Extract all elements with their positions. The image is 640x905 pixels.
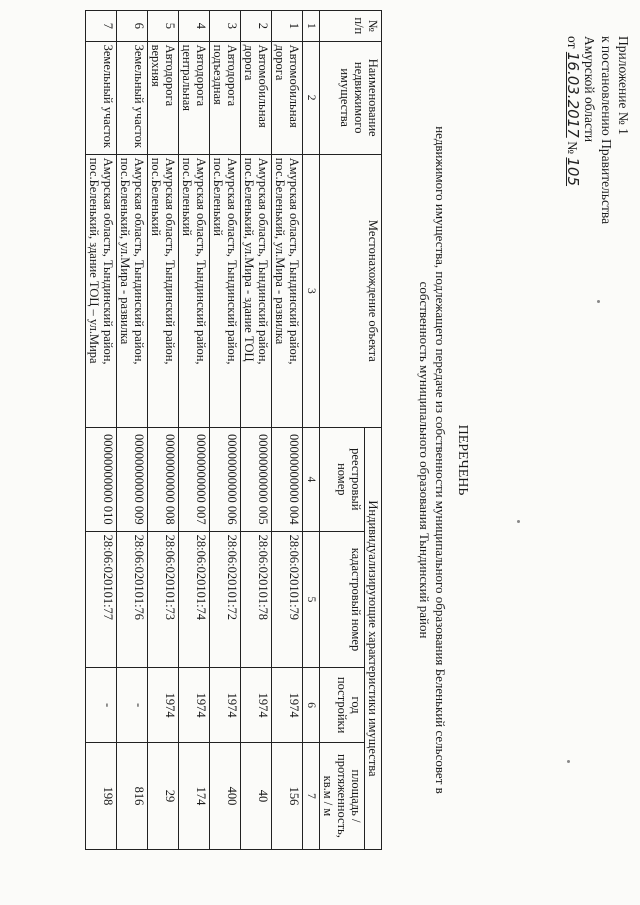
table-row: [117, 11, 148, 850]
cell-num: 6: [117, 11, 148, 42]
title-block: [416, 80, 470, 840]
header-area: площадь / протяженность, кв.м / м: [320, 742, 365, 849]
cell-name: Автодорога верхняя: [148, 41, 179, 154]
cell-registry: 00000000000 008: [148, 427, 179, 531]
cell-year: 1974: [179, 668, 210, 743]
appendix-line-3: Амурской области: [582, 36, 597, 143]
scan-speck: [517, 520, 520, 523]
title-line-2: собственность муниципального образования Тындинский район: [417, 281, 432, 639]
column-index: 7: [303, 742, 320, 849]
table-row: [148, 11, 179, 850]
cell-location: Амурская область, Тындинский район, пос.Беленький, здание ТОЦ – ул.Мира: [86, 154, 117, 427]
number-prefix: №: [565, 141, 580, 155]
appendix-block: [564, 36, 632, 224]
cell-location: Амурская область, Тындинский район, пос.Беленький: [210, 154, 241, 427]
scan-speck: [597, 300, 600, 303]
cell-registry: 00000000000 009: [117, 427, 148, 531]
title-line-1: недвижимого имущества, подлежащего передаче из собственности муниципального образования Беленький сельсовет в: [433, 126, 448, 794]
column-index: 6: [303, 668, 320, 743]
appendix-line-1: Приложение № 1: [616, 36, 631, 135]
cell-year: 1974: [148, 668, 179, 743]
column-index-row: [303, 11, 320, 850]
cell-cadastral: 28:06:020101:79: [272, 531, 303, 668]
table-row: [86, 11, 117, 850]
cell-name: Земельный участок: [117, 41, 148, 154]
cell-num: 1: [272, 11, 303, 42]
cell-location: Амурская область, Тындинский район, пос.Беленький: [179, 154, 210, 427]
cell-registry: 00000000000 007: [179, 427, 210, 531]
table-row: [210, 11, 241, 850]
cell-year: 1974: [272, 668, 303, 743]
cell-cadastral: 28:06:020101:72: [210, 531, 241, 668]
table-row: [272, 11, 303, 850]
cell-cadastral: 28:06:020101:78: [241, 531, 272, 668]
column-index: 4: [303, 427, 320, 531]
cell-registry: 00000000000 006: [210, 427, 241, 531]
header-registry: реестровый номер: [320, 427, 365, 531]
cell-registry: 00000000000 010: [86, 427, 117, 531]
column-index: 1: [303, 11, 320, 42]
cell-area: 29: [148, 742, 179, 849]
cell-year: 1974: [210, 668, 241, 743]
column-index: 3: [303, 154, 320, 427]
cell-area: 400: [210, 742, 241, 849]
cell-num: 2: [241, 11, 272, 42]
appendix-date-line: [564, 36, 581, 224]
handwritten-number: 105: [564, 157, 582, 187]
cell-location: Амурская область, Тындинский район, пос.Беленький: [148, 154, 179, 427]
header-location: Местонахождение объекта: [320, 154, 382, 427]
cell-area: 156: [272, 742, 303, 849]
header-name: Наименование недвижимого имущества: [320, 41, 382, 154]
cell-name: Земельный участок: [86, 41, 117, 154]
cell-location: Амурская область, Тындинский район, пос.Беленький, ул.Мира - развилка: [272, 154, 303, 427]
cell-year: 1974: [241, 668, 272, 743]
table-row: [241, 11, 272, 850]
cell-area: 198: [86, 742, 117, 849]
header-cadastral: кадастровый номер: [320, 531, 365, 668]
cell-area: 174: [179, 742, 210, 849]
cell-cadastral: 28:06:020101:76: [117, 531, 148, 668]
scan-speck: [567, 760, 570, 763]
table-row: [179, 11, 210, 850]
cell-cadastral: 28:06:020101:74: [179, 531, 210, 668]
cell-num: 3: [210, 11, 241, 42]
column-index: 2: [303, 41, 320, 154]
cell-registry: 00000000000 005: [241, 427, 272, 531]
cell-num: 7: [86, 11, 117, 42]
cell-num: 5: [148, 11, 179, 42]
column-index: 5: [303, 531, 320, 668]
cell-location: Амурская область, Тындинский район, пос.Беленький, ул.Мира - здание ТОЦ: [241, 154, 272, 427]
appendix-line-2: к постановлению Правительства: [599, 36, 614, 225]
header-characteristics: Индивидуализирующие характеристики имущества: [365, 427, 382, 849]
cell-name: Автомобильная дорога: [272, 41, 303, 154]
cell-registry: 00000000000 004: [272, 427, 303, 531]
cell-location: Амурская область, Тындинский район, пос.Беленький, ул.Мира - развилка: [117, 154, 148, 427]
cell-year: -: [86, 668, 117, 743]
document-heading: ПЕРЕЧЕНЬ: [455, 424, 470, 496]
cell-area: 816: [117, 742, 148, 849]
cell-cadastral: 28:06:020101:77: [86, 531, 117, 668]
date-prefix: от: [565, 36, 580, 49]
cell-cadastral: 28:06:020101:73: [148, 531, 179, 668]
cell-num: 4: [179, 11, 210, 42]
cell-name: Автодорога подъездная: [210, 41, 241, 154]
cell-year: -: [117, 668, 148, 743]
property-table: [85, 10, 382, 850]
cell-name: Автомобильная дорога: [241, 41, 272, 154]
header-year: год постройки: [320, 668, 365, 743]
handwritten-date: 16.03.2017: [564, 51, 582, 138]
cell-name: Автодорога центральная: [179, 41, 210, 154]
cell-area: 40: [241, 742, 272, 849]
header-num: № п/п: [320, 11, 382, 42]
